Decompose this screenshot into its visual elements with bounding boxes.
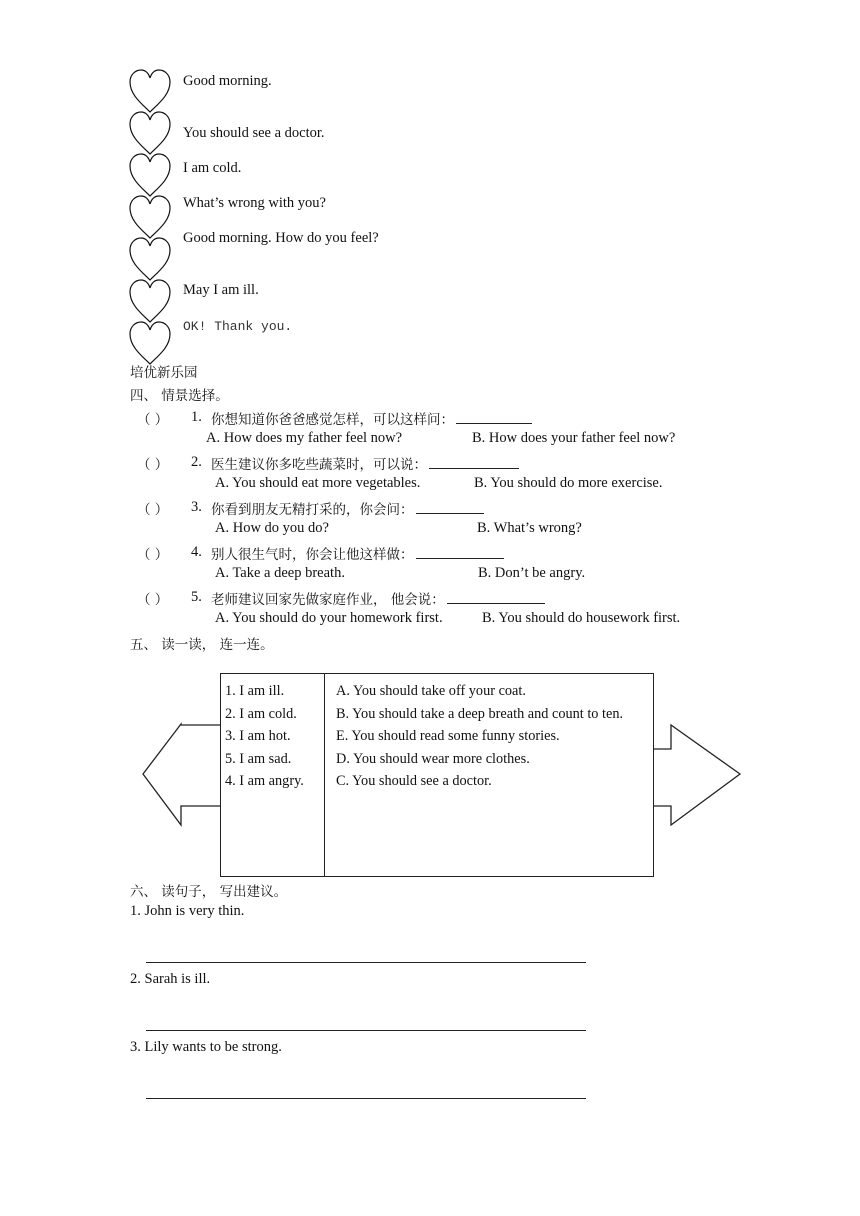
option-b: B. Don’t be angry. xyxy=(478,565,586,581)
dialogue-line: OK! Thank you. xyxy=(183,319,293,334)
match-left-item[interactable]: 1. I am ill. xyxy=(225,683,285,699)
answer-paren: （ ） xyxy=(137,592,169,608)
dialogue-line: May I am ill. xyxy=(183,282,259,298)
sentence-prompt: 1. John is very thin. xyxy=(130,903,245,919)
match-left-item[interactable]: 3. I am hot. xyxy=(225,728,291,744)
option-b: B. How does your father feel now? xyxy=(472,430,676,446)
part4-heading: 四、 情景选择。 xyxy=(130,388,229,404)
option-a: A. Take a deep breath. xyxy=(215,565,345,581)
option-a: A. How does my father feel now? xyxy=(206,430,403,446)
dialogue-line: You should see a doctor. xyxy=(183,125,325,141)
heart-icon xyxy=(128,194,172,240)
answer-paren: （ ） xyxy=(137,457,169,473)
match-left-item[interactable]: 5. I am sad. xyxy=(225,751,292,767)
answer-blank[interactable] xyxy=(416,544,504,559)
sentence-prompt: 2. Sarah is ill. xyxy=(130,971,211,987)
heart-icon xyxy=(128,320,172,366)
part5-heading: 五、 读一读， 连一连。 xyxy=(130,637,274,653)
answer-paren: （ ） xyxy=(137,547,169,563)
answer-line[interactable] xyxy=(146,1098,586,1099)
option-a: A. You should do your homework first. xyxy=(215,610,443,626)
match-right-item[interactable]: A. You should take off your coat. xyxy=(336,683,526,699)
question-prompt: 你看到朋友无精打采的，你会问： xyxy=(211,498,484,518)
question-number: 3. xyxy=(191,499,202,515)
question-prompt: 老师建议回家先做家庭作业， 他会说： xyxy=(211,588,545,608)
match-left-item[interactable]: 2. I am cold. xyxy=(225,706,297,722)
option-a: A. You should eat more vegetables. xyxy=(215,475,421,491)
match-right-item[interactable]: E. You should read some funny stories. xyxy=(336,728,560,744)
match-right-item[interactable]: C. You should see a doctor. xyxy=(336,773,492,789)
answer-blank[interactable] xyxy=(456,409,532,424)
option-b: B. You should do more exercise. xyxy=(474,475,663,491)
dialogue-line: I am cold. xyxy=(183,160,242,176)
answer-line[interactable] xyxy=(146,962,586,963)
option-b: B. What’s wrong? xyxy=(477,520,582,536)
answer-paren: （ ） xyxy=(137,502,169,518)
heart-icon xyxy=(128,68,172,114)
heart-icon xyxy=(128,110,172,156)
section-title: 培优新乐园 xyxy=(130,365,198,381)
answer-blank[interactable] xyxy=(416,499,484,514)
heart-icon xyxy=(128,152,172,198)
answer-paren: （ ） xyxy=(137,412,169,428)
sentence-prompt: 3. Lily wants to be strong. xyxy=(130,1039,282,1055)
question-prompt: 别人很生气时，你会让他这样做： xyxy=(211,543,504,563)
answer-blank[interactable] xyxy=(429,454,519,469)
answer-line[interactable] xyxy=(146,1030,586,1031)
question-number: 4. xyxy=(191,544,202,560)
answer-blank[interactable] xyxy=(447,589,545,604)
match-left-item[interactable]: 4. I am angry. xyxy=(225,773,304,789)
dialogue-line: What’s wrong with you? xyxy=(183,195,326,211)
heart-icon xyxy=(128,278,172,324)
dialogue-line: Good morning. xyxy=(183,73,272,89)
match-right-item[interactable]: B. You should take a deep breath and count to ten. xyxy=(336,706,624,722)
question-number: 1. xyxy=(191,409,202,425)
question-prompt: 你想知道你爸爸感觉怎样，可以这样问： xyxy=(211,408,532,428)
dialogue-line: Good morning. How do you feel? xyxy=(183,230,379,246)
option-a: A. How do you do? xyxy=(215,520,329,536)
question-prompt: 医生建议你多吃些蔬菜时，可以说： xyxy=(211,453,519,473)
question-number: 2. xyxy=(191,454,202,470)
heart-icon xyxy=(128,236,172,282)
part6-heading: 六、 读句子， 写出建议。 xyxy=(130,884,288,900)
match-right-item[interactable]: D. You should wear more clothes. xyxy=(336,751,530,767)
question-number: 5. xyxy=(191,589,202,605)
option-b: B. You should do housework first. xyxy=(482,610,681,626)
